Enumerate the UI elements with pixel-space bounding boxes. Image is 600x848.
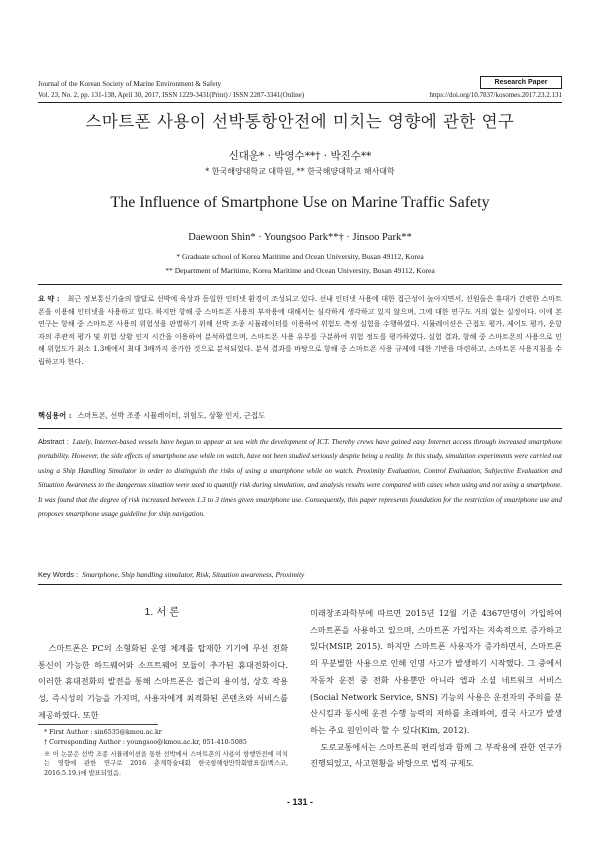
footnote-divider [38,724,158,725]
abstract-bottom-divider [38,584,562,585]
page-number: - 131 - [286,797,313,807]
english-keywords-text: Smartphone, Ship handling simulator, Risk, Situation awareness, Proximity [82,570,305,579]
korean-abstract-text: 최근 정보통신기술의 발달로 선박에 육상과 동일한 인터넷 환경이 조성되고 있다. 선내 인터넷 사용에 대한 접근성이 높아지면서, 선원들은 휴대가 간편한 스마트폰을 이용해 인터넷을 사용하고 있다. 하지만 항해 중 스마트폰 사용의 부작용에 대해서는 심각하게 생각하고 있지 않으며, 그에 대한 연구도 거의 없는 실정이다. 이에 본 연구는 항해 중 스마트폰 사용의 위험성을 판별하기 위해 선박 조종 시뮬레이터를 이용하여 위험도 측정 실험을 수행하였다. 시뮬레이션은 근접도 평가, 제어도 평가, 운항자의 주관적 평가 및 위험 상황 인지 시간을 이용하여 분석하였으며, 스마트폰 사용 유무를 구분하여 위험 정도를 평가하였다. 실험 결과, 항해 중 스마트폰의 사용으로 인해 위험도가 최소 1.3배에서 최대 3배까지 증가한 것으로 분석되었다. 분석 결과를 바탕으로 항해 중 스마트폰 사용 규제에 대한 기반을 마련하고, 스마트폰 사용지침을 수립하고자 한다. [38,294,562,366]
footnote-publication-note: ※ 이 논문은 선박 조종 시뮬레이션을 통한 선박에서 스마트폰의 사용이 항행안전에 미치는 영향에 관한 연구로 2016 춘계학술대회 한국항해항만학회발표집(벡스코, 2016.5.19.)에 발표되었음. [44,750,288,778]
korean-authors: 신대운* · 박영수**† · 박진수** [228,150,372,162]
korean-keywords [38,411,265,421]
body-paragraph: 미래창조과학부에 따르면 2015년 12월 기준 4367만명이 가입하여 스마트폰을 사용하고 있으며, 스마트폰 가입자는 지속적으로 증가하고 있다(MSIP, 2015). 하지만 스마트폰 사용자가 증가하면서, 스마트폰의 무분별한 사용으로 인해 인명 사고가 발생하기 시작했다. 그 중에서 자동차 운전 중 전화 사용뿐만 아니라 앱과 소셜 네트워크 서비스(Social Network Service, SNS) 기능의 사용은 운전자의 주의를 분산시킴과 동시에 운전 수행 능력의 저하를 초래하여, 결국 사고가 발생하는 주요 원인이라 할 수 있다(Kim, 2012). [310,608,562,735]
footnotes [44,728,288,779]
journal-issue-info: Vol. 23, No. 2, pp. 131-138, April 30, 2017, ISSN 1229-3431(Print) / ISSN 2287-3341(Online) [38,91,305,99]
journal-name: Journal of the Korean Society of Marine Environment & Safety [38,80,222,88]
english-abstract [38,435,562,521]
korean-abstract [38,293,562,369]
doi-link[interactable]: https://doi.org/10.7837/kosomes.2017.23.2.131 [429,91,562,99]
abstract-top-divider [38,284,562,285]
english-authors: Daewoon Shin* · Youngsoo Park**† · Jinsoo Park** [188,232,412,243]
english-abstract-label: Abstract : [38,437,69,446]
english-affiliation-graduate: * Graduate school of Korea Maritime and Ocean University, Busan 49112, Korea [176,252,424,261]
korean-title: 스마트폰 사용이 선박통항안전에 미치는 영향에 관한 연구 [85,112,515,131]
body-left-column: 스마트폰은 PC의 소형화된 운영 체계를 탑재한 기기에 무선 전화 통신이 가능한 하드웨어와 소프트웨어 모듈이 추가된 휴대전화이다. 이러한 휴대전화의 발전을 통해 스마트폰은 접근의 용이성, 상호 작용성, 즉시성의 기능을 가지며, 사용자에게 최적화된 콘텐츠와 서비스를 제공하였다. 또한 [38,643,288,720]
footnote-first-author: * First Author : sin6535@kmou.ac.kr [44,729,162,736]
english-keywords [38,570,304,579]
korean-affiliations: * 한국해양대학교 대학원, ** 한국해양대학교 해사대학 [205,167,395,176]
korean-keywords-text: 스마트폰, 선박 조종 시뮬레이터, 위험도, 상황 인지, 근접도 [77,411,266,420]
english-abstract-text: Lately, Internet-based vessels have begun to appear at sea with the development of ICT. Thereby crews have gained easy Internet access through increased smartphone portability. However, the side effects of smartphone use while on watch, have not been studied seriously despite being a reality. In this study, simulation experiments were carried out using a Ship Handling Simulator in order to distinguish the risks of using a smartphone while on watch. Proximity Evaluation, Control Evaluation, Subjective Evaluation and Situation Awareness to the dangerous situation were used to quantify risk during simulation, and analysis results were compared with cases when using and not using a smartphone. It was found that the degree of risk increased between 1.3 to 3 times given smartphone use. Consequently, this paper represents foundation for the restriction of smartphone use and proposes smartphone usage guideline for ship navigation. [38,438,563,519]
korean-abstract-label: 요 약 : [38,294,60,303]
body-right-column [310,605,562,772]
header-divider [38,102,562,103]
english-title: The Influence of Smartphone Use on Marine Traffic Safety [110,194,490,211]
english-affiliation-department: ** Department of Maritime, Korea Maritime and Ocean University, Busan 49112, Korea [165,266,435,275]
section-heading-introduction: 1. 서 론 [144,606,180,618]
body-paragraph: 도로교통에서는 스마트폰의 편리성과 함께 그 부작용에 관한 연구가 진행되었고, 사고현황을 바탕으로 법적 규제도 [310,741,562,769]
korean-keywords-label: 핵심용어 : [38,411,72,420]
abstract-middle-divider [38,428,562,429]
english-keywords-label: Key Words : [38,570,79,579]
research-paper-badge: Research Paper [480,76,562,89]
footnote-corresponding-author: † Corresponding Author : youngsoo@kmou.ac.kr, 051-410-5085 [44,738,247,746]
